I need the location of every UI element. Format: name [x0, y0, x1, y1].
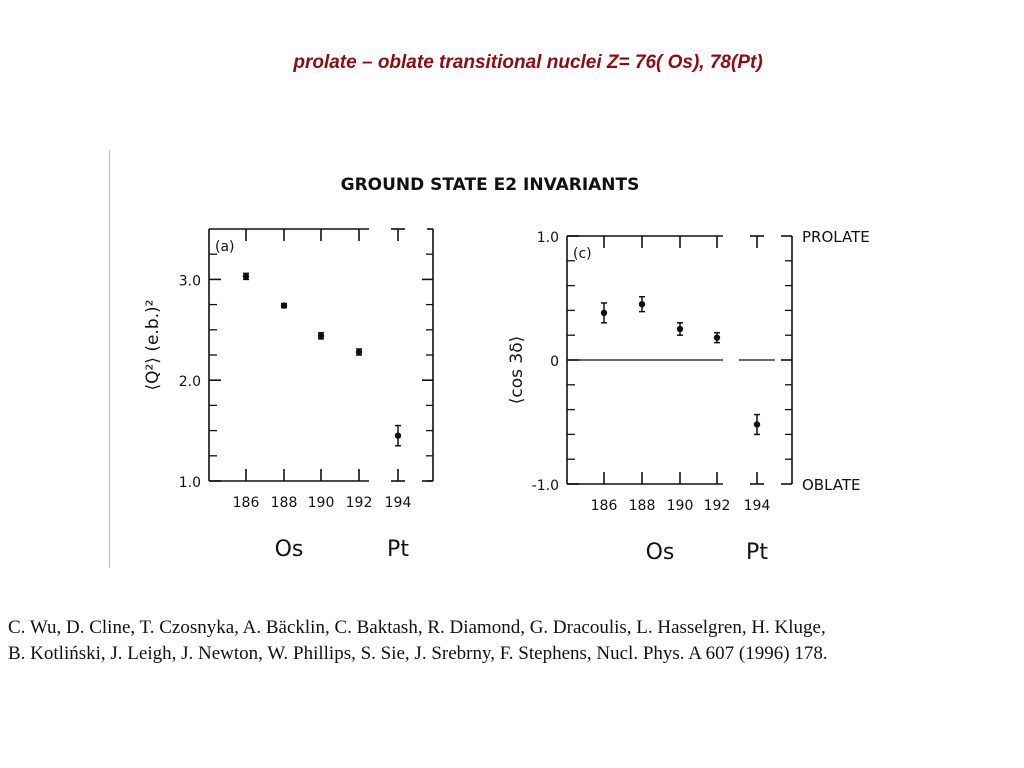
slide-title: prolate – oblate transitional nuclei Z= 76( Os), 78(Pt) [293, 52, 763, 73]
c-prolate-label: PROLATE [802, 228, 870, 246]
a-x-tick-label: 192 [345, 495, 373, 511]
a-panel-label: (a) [215, 239, 235, 255]
a-y-axis-label: ⟨Q²⟩ (e.b.)² [143, 299, 163, 391]
c-y-tick-label: 1.0 [536, 230, 559, 246]
c-data-point [601, 310, 607, 316]
c-oblate-label: OBLATE [802, 476, 861, 494]
a-data-point [243, 273, 249, 279]
a-y-tick-label: 2.0 [178, 374, 201, 391]
panel-a-q2 [143, 229, 433, 562]
c-data-point [639, 301, 645, 307]
c-y-tick-label: -1.0 [531, 478, 559, 494]
c-y-axis-label: ⟨cos 3δ⟩ [507, 335, 527, 405]
reference-citation [8, 615, 1008, 667]
a-x-tick-label: 190 [307, 495, 335, 511]
c-x-tick-label: 188 [628, 498, 656, 514]
a-x-tick-label: 188 [270, 495, 298, 511]
c-y-tick-label: 0 [550, 354, 559, 370]
a-data-point [318, 333, 324, 339]
a-y-tick-label: 3.0 [178, 273, 201, 290]
a-data-point [356, 349, 362, 355]
c-panel-label: (c) [573, 246, 592, 262]
c-x-tick-label: 190 [666, 498, 694, 514]
a-group-label-pt: Pt [387, 537, 409, 562]
c-x-tick-label: 186 [590, 498, 618, 514]
a-x-tick-label: 194 [384, 495, 412, 511]
c-group-label-pt: Pt [746, 540, 768, 565]
panel-c-cos3delta [507, 228, 870, 565]
c-data-point [754, 421, 760, 427]
a-y-tick-label: 1.0 [178, 475, 201, 491]
c-data-point [714, 334, 720, 340]
figure-title: GROUND STATE E2 INVARIANTS [340, 175, 640, 195]
a-data-point [281, 302, 287, 308]
c-x-tick-label: 192 [703, 498, 731, 514]
c-data-point [677, 326, 683, 332]
citation-line-1: C. Wu, D. Cline, T. Czosnyka, A. Bäcklin, C. Baktash, R. Diamond, G. Dracoulis, L. Hasselgren, H. Kluge, [8, 617, 826, 638]
a-data-point [395, 432, 401, 438]
a-x-tick-label: 186 [232, 495, 260, 511]
a-group-label-os: Os [274, 537, 304, 562]
citation-line-2: B. Kotliński, J. Leigh, J. Newton, W. Phillips, S. Sie, J. Srebrny, F. Stephens, Nucl. Phys. A 607 (1996) 178. [8, 643, 828, 664]
c-group-label-os: Os [645, 540, 675, 565]
c-x-tick-label: 194 [743, 498, 771, 514]
